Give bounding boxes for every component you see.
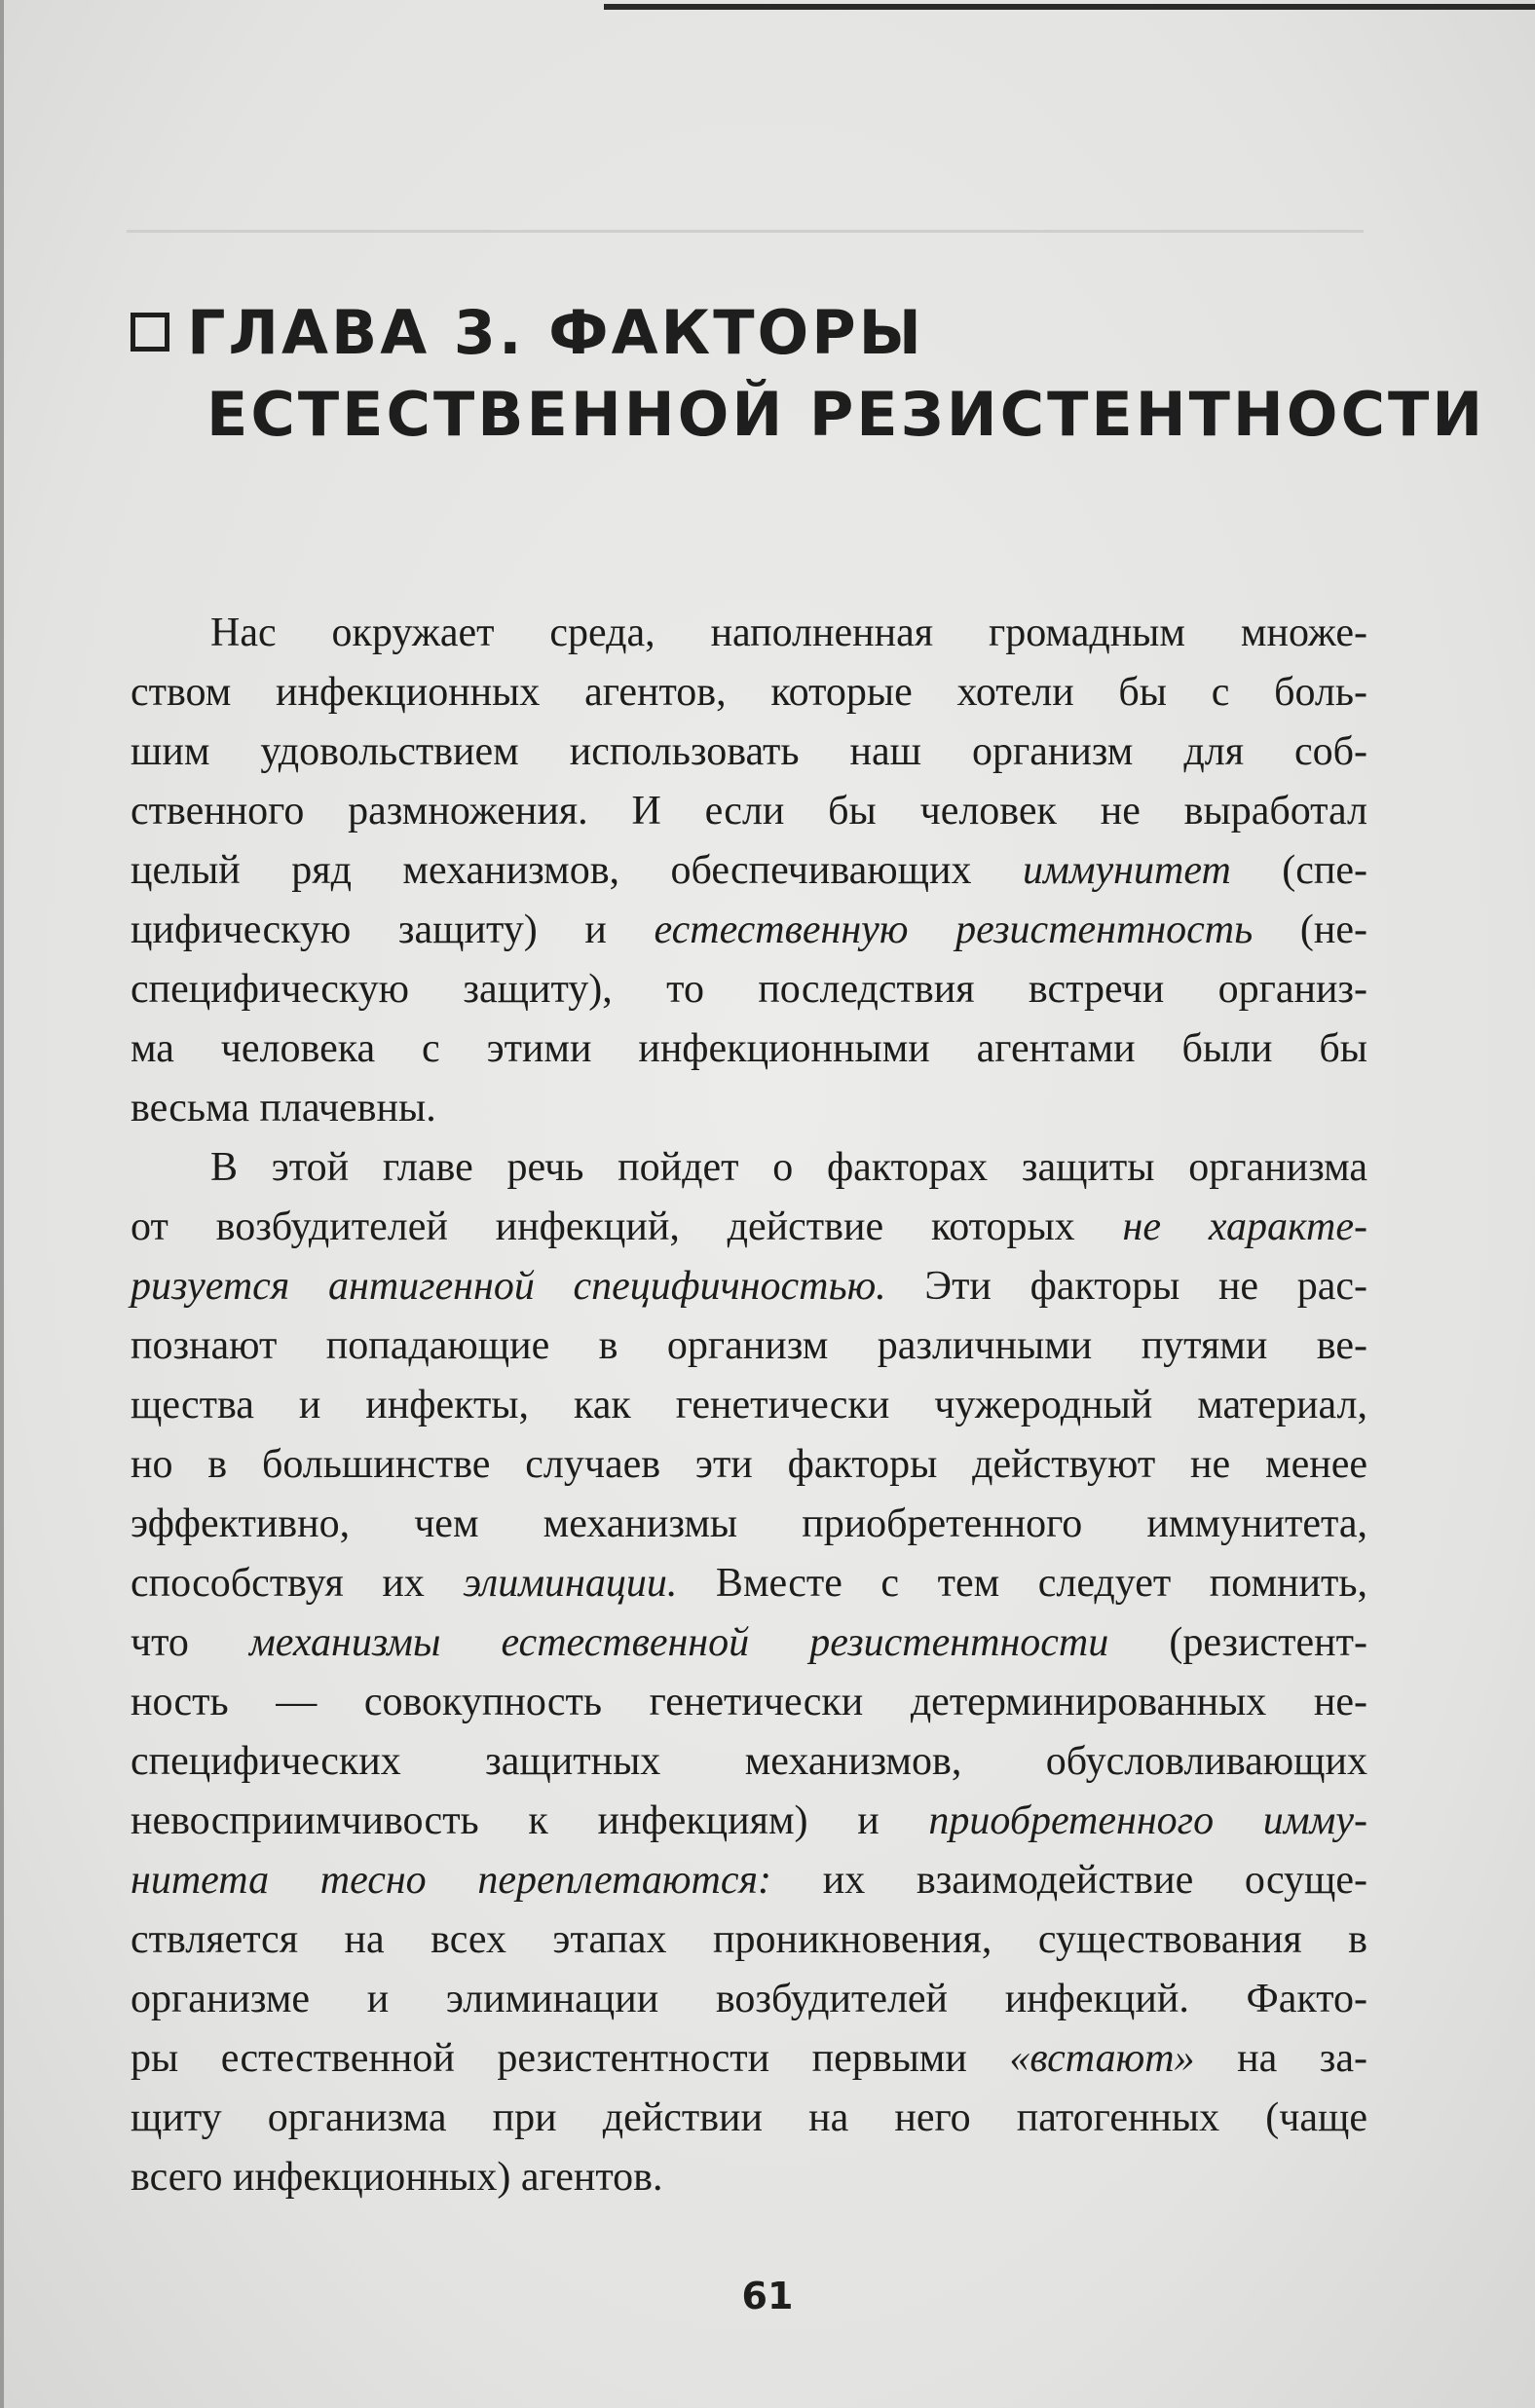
- text-line: [131, 1673, 1367, 1732]
- italic-term: приобретенного иммy-: [928, 1798, 1367, 1843]
- text-run: от возбудителей инфекций, действие которых: [131, 1204, 1123, 1249]
- square-box-icon: [131, 313, 169, 352]
- text-run: ма человека с этими инфекционными агентами были бы: [131, 1026, 1367, 1071]
- text-line: [131, 1970, 1367, 2029]
- text-run: (спе-: [1230, 848, 1367, 893]
- text-line: [131, 2029, 1367, 2089]
- italic-term: не характе-: [1122, 1204, 1367, 1249]
- top-rule: [604, 4, 1535, 10]
- text-run: Вместе с тем следует помнить,: [677, 1561, 1367, 1606]
- text-run: (резистент-: [1108, 1620, 1367, 1665]
- text-run: щиту организма при действии на него патогенных (чаще: [131, 2095, 1367, 2140]
- text-run: целый ряд механизмов, обеспечивающих: [131, 848, 1023, 893]
- text-run: ством инфекционных агентов, которые хотели бы с боль-: [131, 670, 1367, 715]
- text-line: [131, 722, 1367, 782]
- chapter-title-line-1: ГЛАВА 3. ФАКТОРЫ: [187, 297, 924, 368]
- text-line: [131, 1792, 1367, 1851]
- paragraph: [131, 1138, 1367, 2207]
- page-left-edge: [0, 0, 4, 2408]
- text-line: [131, 1138, 1367, 1198]
- text-line: [131, 1435, 1367, 1495]
- text-line: [131, 2148, 1367, 2207]
- text-run: цифическую защиту) и: [131, 908, 655, 952]
- text-run: организме и элиминации возбудителей инфекций. Факто-: [131, 1977, 1367, 2021]
- text-run: но в большинстве случаев эти факторы действуют не менее: [131, 1442, 1367, 1487]
- text-line: [131, 1554, 1367, 1613]
- text-run: специфическую защиту), то последствия встречи организ-: [131, 967, 1367, 1012]
- text-line: [131, 782, 1367, 841]
- text-run: невосприимчивость к инфекциям) и: [131, 1798, 929, 1843]
- text-run: эффективно, чем механизмы приобретенного иммунитета,: [131, 1501, 1367, 1546]
- text-run: способствуя их: [131, 1561, 464, 1606]
- text-run: что: [131, 1620, 249, 1665]
- text-run: Эти факторы не рас-: [885, 1264, 1367, 1309]
- paragraph: [131, 604, 1367, 1138]
- text-run: ность — совокупность генетически детерминированных не-: [131, 1680, 1367, 1724]
- text-line: [131, 841, 1367, 901]
- text-run: их взаимодействие осуще-: [771, 1858, 1367, 1903]
- text-line: [131, 1851, 1367, 1910]
- text-run: Нас окружает среда, наполненная громадным множе-: [210, 611, 1367, 655]
- chapter-title-line-2: ЕСТЕСТВЕННОЙ РЕЗИСТЕНТНОСТИ: [206, 379, 1486, 450]
- text-run: ственного размножения. И если бы человек не выработал: [131, 789, 1367, 834]
- chapter-heading: [131, 292, 1486, 456]
- text-line: [131, 2089, 1367, 2148]
- italic-term: механизмы естественной резистентности: [249, 1620, 1109, 1665]
- text-line: [131, 1198, 1367, 1257]
- chapter-heading-line-1: [131, 292, 1397, 374]
- text-line: [131, 1257, 1367, 1316]
- bleed-through-rule: [127, 230, 1364, 233]
- page-number: 61: [741, 2275, 794, 2317]
- text-run: познают попадающие в организм различными путями ве-: [131, 1323, 1367, 1368]
- italic-term: ризуется антигенной специфичностью.: [131, 1264, 886, 1309]
- text-run: ствляется на всех этапах проникновения, существования в: [131, 1917, 1367, 1962]
- text-run: В этой главе речь пойдет о факторах защиты организма: [210, 1145, 1367, 1190]
- text-line: [131, 604, 1367, 663]
- text-run: весьма плачевны.: [131, 1086, 436, 1130]
- text-line: [131, 1495, 1367, 1554]
- text-line: [131, 663, 1367, 722]
- text-line: [131, 901, 1367, 960]
- text-run: щества и инфекты, как генетически чужеродный материал,: [131, 1383, 1367, 1427]
- italic-term: иммунитет: [1022, 848, 1231, 893]
- text-line: [131, 1316, 1367, 1376]
- text-line: [131, 1613, 1367, 1673]
- text-run: ры естественной резистентности первыми: [131, 2036, 1010, 2081]
- italic-term: нитета тесно переплетаются:: [131, 1858, 772, 1903]
- text-run: шим удовольствием использовать наш организм для соб-: [131, 729, 1367, 774]
- text-line: [131, 1732, 1367, 1792]
- text-line: [131, 1910, 1367, 1970]
- italic-term: элиминации.: [463, 1561, 678, 1606]
- text-run: (не-: [1253, 908, 1367, 952]
- text-line: [131, 1079, 1367, 1138]
- text-run: всего инфекционных) агентов.: [131, 2155, 663, 2200]
- body-text: [131, 604, 1367, 2207]
- text-line: [131, 1019, 1367, 1079]
- text-run: на за-: [1194, 2036, 1367, 2081]
- italic-term: естественную резистентность: [654, 908, 1254, 952]
- italic-term: «встают»: [1009, 2036, 1195, 2081]
- text-line: [131, 960, 1367, 1019]
- text-run: специфических защитных механизмов, обусловливающих: [131, 1739, 1367, 1784]
- text-line: [131, 1376, 1367, 1435]
